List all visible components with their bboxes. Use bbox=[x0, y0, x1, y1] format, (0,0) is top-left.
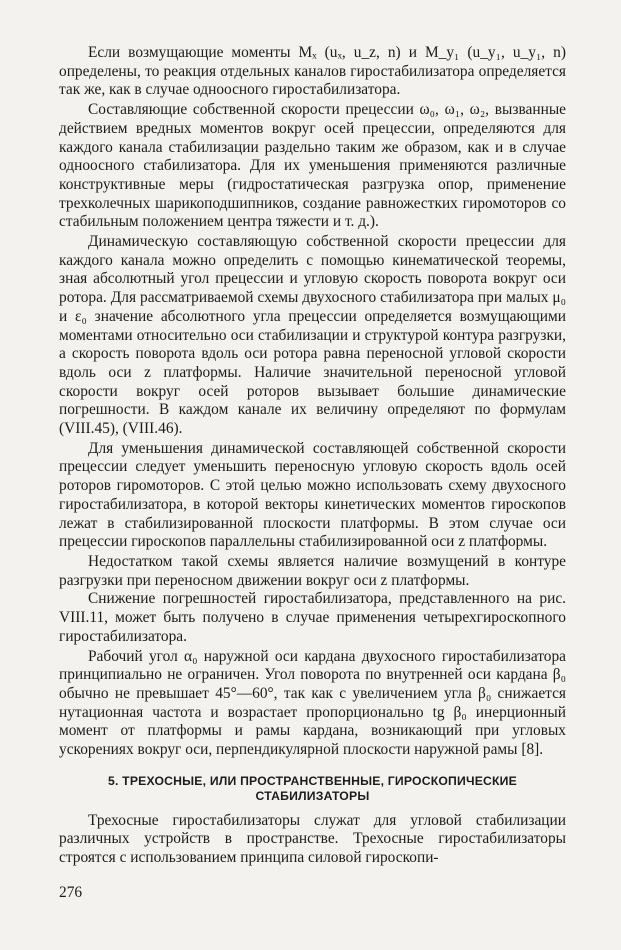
paragraph-dynamic-component: Динамическую составляющую собственной скорости прецессии для каждого канала можно определить с помощью кинематической теоремы, зная абсолютный угол прецессии и угловую скорость поворота вокруг оси ротора. Для рассматриваемой схемы двухосного стабилизатора при малых μ₀ и ε₀ значение абсолютного угла прецессии определяется возмущающими моментами относительно оси стабилизации и структурой контура разгрузки, а скорость поворота вдоль оси ротора равна переносной угловой скорости вдоль оси z платформы. Наличие значительной переносной угловой скорости вокруг осей роторов вызывает большие динамические погрешности. В каждом канале их величину определяют по формулам (VIII.45), (VIII.46). bbox=[59, 233, 566, 438]
section-heading-line-2: СТАБИЛИЗАТОРЫ bbox=[255, 789, 370, 804]
paragraph-triaxial-intro: Трехосные гиростабилизаторы служат для угловой стабилизации различных устройств в пространстве. Трехосные гиростабилизаторы строятся с использованием принципа силовой гироскопи- bbox=[59, 811, 566, 867]
section-heading bbox=[59, 774, 566, 805]
paragraph-working-angle: Рабочий угол α₀ наружной оси кардана двухосного гиростабилизатора принципиально не ограничен. Угол поворота по внутренней оси кардана β₀ обычно не превышает 45°—60°, так как с увеличением угла β₀ снижается нутационная частота и возрастает пропорционально tg β₀ инерционный момент от платформы и рамы кардана, возникающий при угловых ускорениях вокруг оси, перпендикулярной плоскости наружной рамы [8]. bbox=[59, 647, 566, 759]
section-heading-line-1: 5. ТРЕХОСНЫЕ, ИЛИ ПРОСТРАНСТВЕННЫЕ, ГИРОСКОПИЧЕСКИЕ bbox=[108, 773, 517, 788]
paragraph-disturbing-moments: Если возмущающие моменты Mₓ (uₓ, u_z, n) и M_y₁ (u_y₁, u_y₁, n) определены, то реакция отдельных каналов гиростабилизатора определяется так же, как в случае одноосного гиростабилизатора. bbox=[59, 44, 566, 99]
paragraph-precession-components: Составляющие собственной скорости прецессии ω₀, ω₁, ω₂, вызванные действием вредных моментов вокруг осей прецессии, определяются для каждого канала стабилизации раздельно таким же образом, как и в случае одноосного стабилизатора. Для их уменьшения применяются различные конструктивные меры (гидростатическая разгрузка опор, применение трехколечных шарикоподшипников, создание равножестких гиромоторов со стабильным положением центра тяжести и т. д.). bbox=[59, 101, 566, 231]
paragraph-drawback: Недостатком такой схемы является наличие возмущений в контуре разгрузки при переносном движении вокруг оси z платформы. bbox=[59, 552, 566, 589]
paragraph-error-reduction: Снижение погрешностей гиростабилизатора, представленного на рис. VIII.11, может быть получено в случае применения четырехгироскопного гиростабилизатора. bbox=[59, 590, 566, 645]
paragraph-reduce-dynamic: Для уменьшения динамической составляющей собственной скорости прецессии следует уменьшить переносную угловую скорость вдоль осей роторов гиромоторов. С этой целью можно использовать схему двухосного гиростабилизатора, в которой векторы кинетических моментов гироскопов лежат в стабилизированной плоскости платформы. В этом случае оси прецессии гироскопов параллельны стабилизированной оси z платформы. bbox=[59, 439, 566, 551]
page-number: 276 bbox=[59, 884, 83, 901]
